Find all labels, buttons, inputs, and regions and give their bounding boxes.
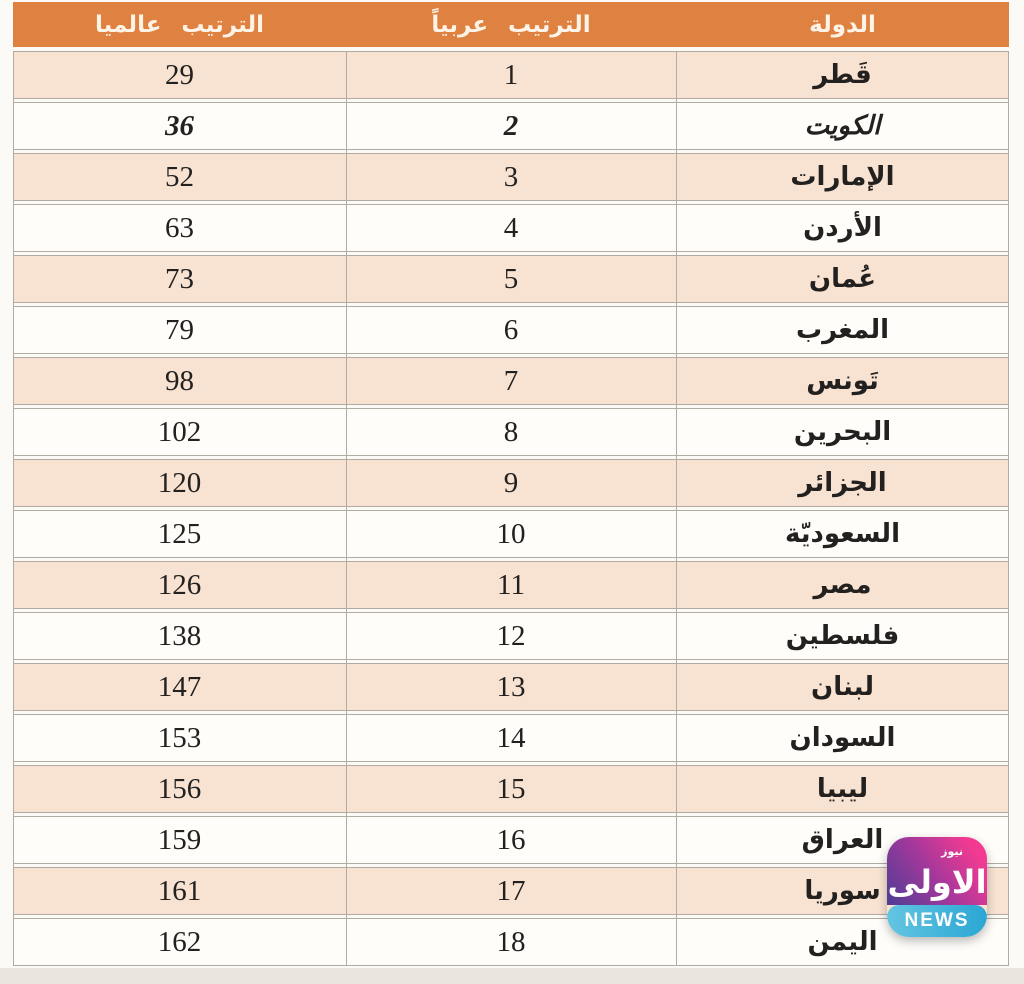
global-rank-cell: 156 bbox=[157, 772, 202, 805]
logo-arabic-wordmark: الاولى bbox=[887, 863, 987, 901]
global-rank-cell: 120 bbox=[157, 466, 202, 499]
arab-rank-cell: 3 bbox=[503, 160, 519, 193]
arab-rank-cell: 15 bbox=[496, 772, 526, 805]
table-row bbox=[13, 510, 1009, 558]
column-divider bbox=[676, 51, 677, 966]
table-row bbox=[13, 459, 1009, 507]
logo-news-label: NEWS bbox=[904, 910, 970, 931]
arab-rank-cell: 16 bbox=[496, 823, 526, 856]
country-cell: قَطر bbox=[813, 60, 872, 90]
global-rank-cell: 73 bbox=[165, 262, 194, 295]
global-rank-cell: 52 bbox=[165, 160, 194, 193]
arab-rank-cell: 17 bbox=[496, 874, 526, 907]
arab-rank-cell: 10 bbox=[496, 517, 526, 550]
arab-rank-cell: 11 bbox=[497, 568, 525, 601]
table-header-row bbox=[13, 2, 1009, 47]
table-row bbox=[13, 561, 1009, 609]
country-cell: المغرب bbox=[795, 315, 890, 345]
global-rank-cell: 138 bbox=[157, 619, 202, 652]
table-row bbox=[13, 918, 1009, 966]
table-row bbox=[13, 153, 1009, 201]
column-header-country: الدولة bbox=[809, 11, 876, 38]
table-row bbox=[13, 357, 1009, 405]
logo-gradient-panel bbox=[887, 837, 987, 905]
column-divider bbox=[346, 51, 347, 966]
country-cell: سوريا bbox=[804, 876, 881, 906]
table-row bbox=[13, 663, 1009, 711]
arab-rank-cell: 14 bbox=[496, 721, 526, 754]
country-cell: لبنان bbox=[811, 672, 874, 702]
table-row bbox=[13, 204, 1009, 252]
country-cell: الجزائر bbox=[798, 468, 887, 498]
table-body bbox=[13, 51, 1009, 966]
arab-rank-cell: 2 bbox=[503, 109, 519, 142]
arab-rank-cell: 13 bbox=[496, 670, 526, 703]
country-cell: الأردن bbox=[803, 213, 882, 243]
news-watermark-logo bbox=[887, 837, 987, 937]
country-cell: اليمن bbox=[807, 927, 878, 957]
global-rank-cell: 161 bbox=[157, 874, 202, 907]
global-rank-cell: 162 bbox=[157, 925, 202, 958]
country-cell: ليبيا bbox=[816, 774, 869, 804]
global-rank-cell: 126 bbox=[157, 568, 202, 601]
table-row bbox=[13, 408, 1009, 456]
global-rank-cell: 36 bbox=[165, 109, 194, 142]
country-cell: الكويت bbox=[804, 111, 881, 141]
page-bottom-strip bbox=[0, 968, 1024, 984]
logo-news-band bbox=[887, 905, 987, 937]
arab-rank-cell: 12 bbox=[496, 619, 526, 652]
country-cell: الإمارات bbox=[790, 162, 895, 192]
arab-rank-cell: 8 bbox=[503, 415, 519, 448]
country-cell: السودان bbox=[789, 723, 896, 753]
table-left-border bbox=[13, 51, 14, 966]
table-right-border bbox=[1008, 51, 1009, 966]
table-row bbox=[13, 102, 1009, 150]
table-row bbox=[13, 255, 1009, 303]
table-row bbox=[13, 714, 1009, 762]
global-rank-cell: 79 bbox=[165, 313, 194, 346]
arab-rank-cell: 18 bbox=[496, 925, 526, 958]
logo-arabic-small-text: نيوز bbox=[941, 845, 963, 858]
arab-rank-cell: 5 bbox=[503, 262, 519, 295]
table-row bbox=[13, 51, 1009, 99]
country-cell: البحرين bbox=[793, 417, 892, 447]
global-rank-cell: 159 bbox=[157, 823, 202, 856]
arab-rank-cell: 4 bbox=[503, 211, 519, 244]
country-cell: فلسطين bbox=[785, 621, 900, 651]
table-row bbox=[13, 765, 1009, 813]
country-cell: عُمان bbox=[808, 264, 877, 294]
column-header-global-rank: الترتيب عالميا bbox=[94, 11, 265, 38]
country-cell: العراق bbox=[801, 825, 884, 855]
global-rank-cell: 29 bbox=[165, 58, 194, 91]
arab-rank-cell: 7 bbox=[503, 364, 519, 397]
country-cell: تَونس bbox=[806, 366, 879, 396]
global-rank-cell: 63 bbox=[165, 211, 194, 244]
arab-rank-cell: 6 bbox=[503, 313, 519, 346]
global-rank-cell: 153 bbox=[157, 721, 202, 754]
global-rank-cell: 125 bbox=[157, 517, 202, 550]
global-rank-cell: 102 bbox=[157, 415, 202, 448]
country-cell: السعوديّة bbox=[785, 519, 900, 549]
rankings-table bbox=[13, 2, 1009, 969]
arab-rank-cell: 9 bbox=[503, 466, 519, 499]
table-row bbox=[13, 816, 1009, 864]
country-cell: مصر bbox=[813, 570, 872, 600]
arab-rank-cell: 1 bbox=[503, 58, 519, 91]
global-rank-cell: 147 bbox=[157, 670, 202, 703]
table-row bbox=[13, 306, 1009, 354]
table-row bbox=[13, 867, 1009, 915]
table-row bbox=[13, 612, 1009, 660]
global-rank-cell: 98 bbox=[165, 364, 194, 397]
column-header-arab-rank: الترتيب عربياً bbox=[431, 11, 591, 38]
